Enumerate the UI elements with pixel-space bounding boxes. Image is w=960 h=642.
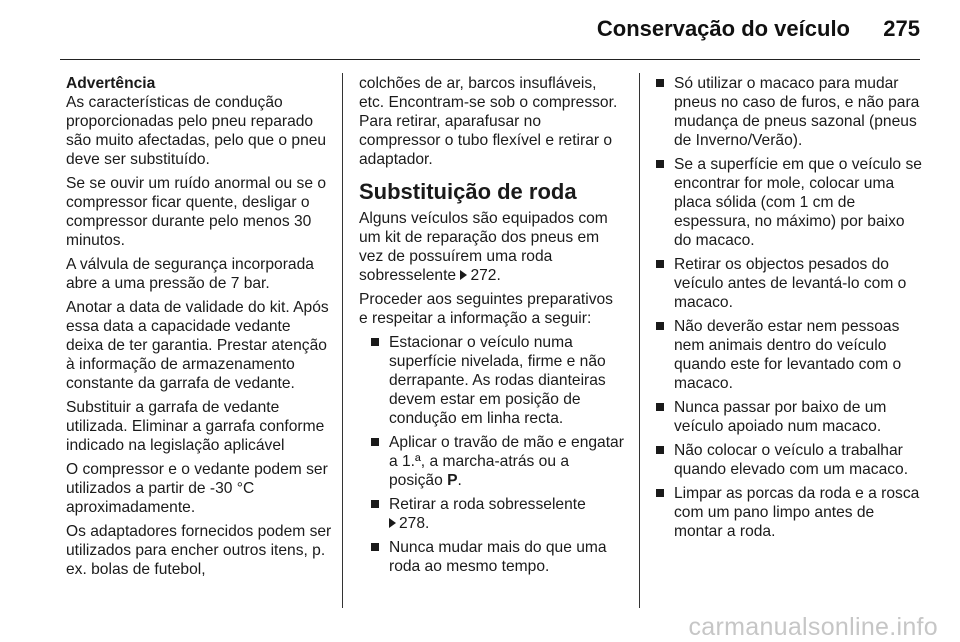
column-middle bbox=[359, 74, 625, 581]
page-header bbox=[0, 0, 960, 60]
bullet-square-icon bbox=[656, 160, 664, 168]
header-divider bbox=[60, 59, 920, 60]
bullet-square-icon bbox=[371, 338, 379, 346]
section-heading: Substituição de roda bbox=[359, 179, 577, 204]
page-reference: 272. bbox=[470, 267, 501, 284]
list-item-text: Não deverão estar nem pessoas nem animais dentro do veículo quando este for levantado com o macaco. bbox=[674, 318, 902, 392]
paragraph: Se se ouvir um ruído anormal ou se o compressor ficar quente, desligar o compressor durante pelo menos 30 minutos. bbox=[66, 175, 327, 249]
bullet-square-icon bbox=[656, 446, 664, 454]
preparation-list bbox=[359, 333, 625, 576]
list-item-text: Retirar a roda sobresselente bbox=[389, 496, 586, 513]
list-item-text: Estacionar o veículo numa superfície nivelada, firme e não derrapante. As rodas dianteiras devem estar em posição de condução em linha recta. bbox=[389, 334, 606, 427]
bullet-square-icon bbox=[656, 403, 664, 411]
list-item bbox=[656, 155, 924, 250]
column-divider-2 bbox=[639, 73, 640, 608]
column-left bbox=[66, 74, 332, 584]
paragraph: As características de condução proporcionadas pelo pneu reparado são muito afectadas, pelo que o pneu deve ser substituído. bbox=[66, 94, 327, 168]
list-item bbox=[656, 441, 924, 479]
list-item bbox=[371, 333, 625, 428]
intro-text: Alguns veículos são equipados com um kit de reparação dos pneus em vez de possuírem uma roda sobresselente bbox=[359, 210, 608, 284]
watermark: carmanualsonline.info bbox=[688, 613, 938, 641]
column-divider-1 bbox=[342, 73, 343, 608]
list-item bbox=[371, 495, 625, 533]
page-number: 275 bbox=[883, 16, 920, 41]
list-item-text: Se a superfície em que o veículo se encontrar for mole, colocar uma placa sólida (com 1 cm de espessura, no máximo) por baixo do macaco. bbox=[674, 156, 922, 249]
bullet-square-icon bbox=[656, 322, 664, 330]
list-item bbox=[656, 317, 924, 393]
list-item-text: Aplicar o travão de mão e engatar a 1.ª, a marcha-atrás ou a posição bbox=[389, 434, 624, 489]
paragraph: Substituir a garrafa de vedante utilizada. Eliminar a garrafa conforme indicado na legislação aplicável bbox=[66, 399, 325, 454]
list-item bbox=[656, 484, 924, 541]
list-item-text: Nunca passar por baixo de um veículo apoiado num macaco. bbox=[674, 399, 887, 435]
paragraph: colchões de ar, barcos insufláveis, etc. Encontram-se sob o compressor. Para retirar, aparafusar no compressor o tubo flexível e retirar o adaptador. bbox=[359, 75, 618, 168]
list-item bbox=[371, 433, 625, 490]
paragraph bbox=[359, 209, 625, 285]
warning-heading: Advertência bbox=[66, 75, 156, 92]
list-item-text: Retirar os objectos pesados do veículo antes de levantá-lo com o macaco. bbox=[674, 256, 907, 311]
bullet-square-icon bbox=[656, 260, 664, 268]
list-item-tail: . bbox=[457, 472, 462, 489]
page-reference: 278. bbox=[399, 515, 430, 532]
bullet-square-icon bbox=[656, 79, 664, 87]
list-item bbox=[371, 538, 625, 576]
paragraph: Proceder aos seguintes preparativos e respeitar a informação a seguir: bbox=[359, 291, 613, 327]
page-title: Conservação do veículo bbox=[596, 16, 850, 41]
list-item bbox=[656, 398, 924, 436]
list-item bbox=[656, 255, 924, 312]
page-reference-icon bbox=[389, 518, 396, 528]
bullet-square-icon bbox=[371, 543, 379, 551]
jack-safety-list bbox=[656, 74, 924, 541]
bullet-square-icon bbox=[371, 500, 379, 508]
page-reference-icon bbox=[460, 270, 467, 280]
list-item-text: Não colocar o veículo a trabalhar quando elevado com um macaco. bbox=[674, 442, 909, 478]
paragraph: A válvula de segurança incorporada abre a uma pressão de 7 bar. bbox=[66, 256, 314, 292]
list-item bbox=[656, 74, 924, 150]
paragraph: Os adaptadores fornecidos podem ser utilizados para encher outros itens, p. ex. bolas de futebol, bbox=[66, 523, 332, 578]
bullet-square-icon bbox=[656, 489, 664, 497]
bullet-square-icon bbox=[371, 438, 379, 446]
paragraph: O compressor e o vedante podem ser utilizados a partir de -30 °C aproximadamente. bbox=[66, 461, 328, 516]
list-item-text: Nunca mudar mais do que uma roda ao mesmo tempo. bbox=[389, 539, 607, 575]
list-item-text: Limpar as porcas da roda e a rosca com um pano limpo antes de montar a roda. bbox=[674, 485, 920, 540]
paragraph: Anotar a data de validade do kit. Após essa data a capacidade vedante deixa de ter garantia. Prestar atenção à informação de armazenamento constante da garrafa de vedante. bbox=[66, 299, 329, 392]
column-right bbox=[656, 74, 924, 546]
gear-position-label: P bbox=[447, 472, 458, 489]
list-item-text: Só utilizar o macaco para mudar pneus no caso de furos, e não para mudança de pneus sazonal (pneus de Inverno/Verão). bbox=[674, 75, 920, 149]
